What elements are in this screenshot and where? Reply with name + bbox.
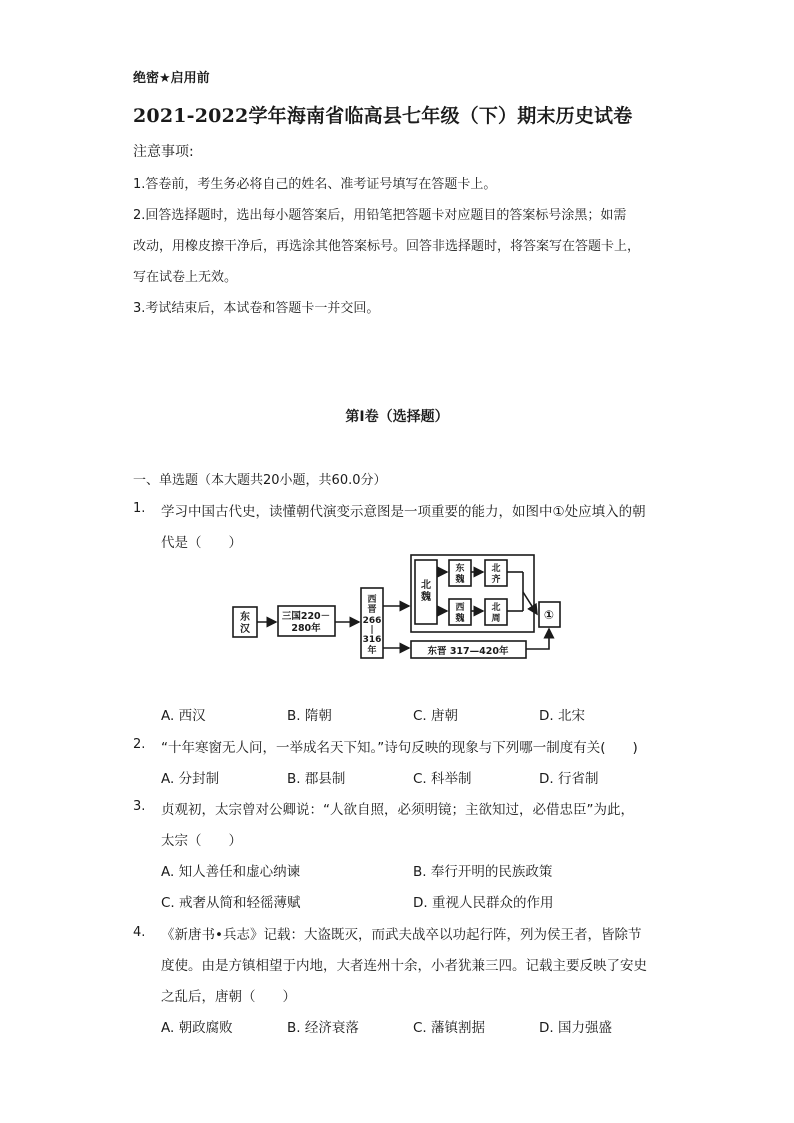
answer-option[interactable]: C. 藩镇割据 [413, 1020, 486, 1036]
question-text: 度使。由是方镇相望于内地，大者连州十余，小者犹兼三四。记载主要反映了安史 [161, 958, 647, 974]
answer-option[interactable]: D. 重视人民群众的作用 [413, 895, 554, 911]
answer-option[interactable]: B. 隋朝 [287, 708, 332, 724]
xijin-label-6: 年 [367, 646, 377, 656]
diagram-marker: ① [543, 608, 555, 622]
question-text: 贞观初，太宗曾对公卿说：“人欲自照，必须明镜；主欲知过，必借忠臣”为此， [161, 802, 634, 818]
dongwei-label-1: 东 [455, 564, 465, 574]
dynasty-evolution-diagram [225, 550, 565, 662]
sanguo-label-1: 三国220－ [281, 611, 331, 622]
notice-line: 写在试卷上无效。 [133, 270, 238, 285]
exam-title: 2021-2022学年海南省临高县七年级（下）期末历史试卷 [133, 105, 633, 127]
answer-option[interactable]: C. 戒奢从简和轻徭薄赋 [161, 895, 301, 911]
dongjin-label: 东晋 317—420年 [427, 646, 509, 657]
answer-option[interactable]: A. 分封制 [161, 771, 220, 787]
beiqi-label-1: 北 [491, 564, 501, 574]
question-number: 3. [133, 799, 146, 814]
notice-heading: 注意事项: [133, 144, 194, 160]
answer-option[interactable]: D. 北宋 [539, 708, 585, 724]
answer-option[interactable]: B. 郡县制 [287, 771, 346, 787]
xijin-label-2: 晋 [367, 605, 377, 615]
xijin-label-1: 西 [367, 595, 377, 605]
question-text: 太宗（ ） [161, 833, 242, 849]
question-text: 之乱后，唐朝（ ） [161, 989, 296, 1005]
question-number: 4. [133, 925, 146, 940]
answer-option[interactable]: A. 朝政腐败 [161, 1020, 233, 1036]
xijin-label-5: 316 [362, 635, 382, 645]
xiwei-label-2: 魏 [455, 614, 465, 624]
beizhou-label-1: 北 [491, 603, 501, 613]
answer-option[interactable]: D. 行省制 [539, 771, 599, 787]
question-number: 1. [133, 501, 146, 516]
answer-option[interactable]: B. 经济衰落 [287, 1020, 359, 1036]
donghan-label-2: 汉 [240, 624, 250, 635]
beiwei-label-2: 魏 [421, 592, 431, 603]
beiqi-label-2: 齐 [491, 575, 501, 585]
dongwei-label-2: 魏 [455, 575, 465, 585]
xijin-label-3: 266 [362, 616, 382, 626]
xijin-label-4: | [370, 625, 374, 635]
question-text: 代是（ ） [161, 535, 242, 551]
donghan-label-1: 东 [240, 612, 250, 623]
notice-line: 2.回答选择题时，选出每小题答案后，用铅笔把答题卡对应题目的答案标号涂黑；如需 [133, 208, 627, 223]
answer-option[interactable]: A. 知人善任和虚心纳谏 [161, 864, 301, 880]
beizhou-label-2: 周 [491, 614, 501, 624]
sanguo-label-2: 280年 [291, 623, 321, 634]
xiwei-label-1: 西 [455, 603, 465, 613]
question-text: “十年寒窗无人问，一举成名天下知。”诗句反映的现象与下列哪一制度有关( ) [161, 740, 638, 756]
answer-option[interactable]: B. 奉行开明的民族政策 [413, 864, 553, 880]
question-text: 《新唐书•兵志》记载：大盗既灭，而武夫战卒以功起行阵，列为侯王者，皆除节 [161, 927, 642, 943]
notice-line: 1.答卷前，考生务必将自己的姓名、准考证号填写在答题卡上。 [133, 177, 497, 192]
notice-line: 3.考试结束后，本试卷和答题卡一并交回。 [133, 301, 380, 316]
notice-line: 改动，用橡皮擦干净后，再选涂其他答案标号。回答非选择题时，将答案写在答题卡上， [133, 239, 641, 254]
answer-option[interactable]: C. 科举制 [413, 771, 472, 787]
question-text: 学习中国古代史，读懂朝代演变示意图是一项重要的能力，如图中①处应填入的朝 [161, 504, 646, 520]
question-number: 2. [133, 737, 146, 752]
answer-option[interactable]: D. 国力强盛 [539, 1020, 612, 1036]
section-title: 第I卷（选择题） [345, 409, 449, 425]
answer-option[interactable]: C. 唐朝 [413, 708, 459, 724]
question-type-heading: 一、单选题（本大题共20小题，共60.0分） [133, 473, 387, 488]
answer-option[interactable]: A. 西汉 [161, 708, 206, 724]
beiwei-label-1: 北 [421, 580, 431, 591]
confidential-mark: 绝密★启用前 [133, 71, 210, 86]
